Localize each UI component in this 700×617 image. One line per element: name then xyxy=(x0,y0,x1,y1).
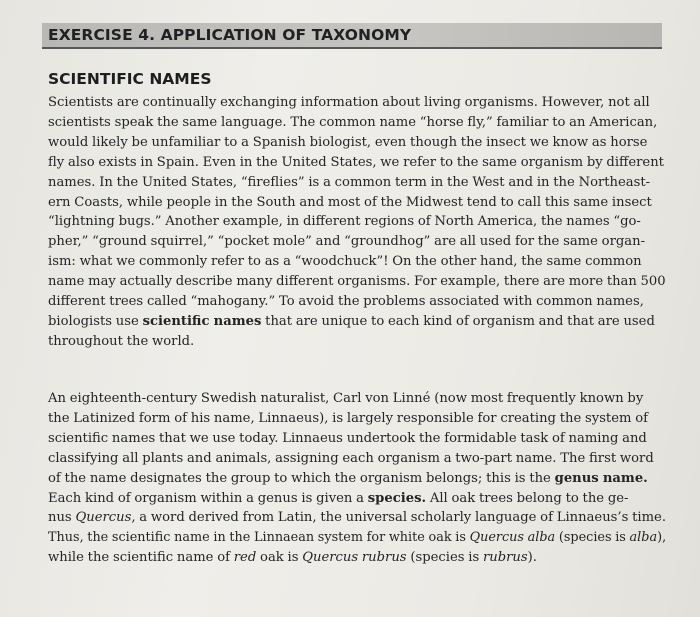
text-line: pher,” “ground squirrel,” “pocket mole” and “groundhog” are all used for the same organ- xyxy=(48,234,646,250)
text-run: All oak trees belong to the ge- xyxy=(426,490,629,506)
species-rubrus: rubrus xyxy=(482,550,528,566)
word-red: red xyxy=(233,550,257,566)
text-line xyxy=(48,469,666,489)
genus-quercus: Quercus xyxy=(75,510,132,526)
text-line: An eighteenth-century Swedish naturalist, Carl von Linné (now most frequently known by xyxy=(48,391,644,406)
text-line: throughout the world. xyxy=(48,333,195,349)
species-quercus-rubrus: Quercus rubrus xyxy=(302,550,407,566)
text-run: (species is xyxy=(555,530,630,546)
species-quercus-alba: Quercus alba xyxy=(469,530,556,546)
text-line: Scientists are continually exchanging information about living organisms. However, not all xyxy=(48,95,650,110)
text-run: while the scientific name of xyxy=(48,550,234,566)
text-line: fly also exists in Spain. Even in the United States, we refer to the same organism by different xyxy=(48,154,664,170)
text-line xyxy=(48,312,666,332)
text-line: names. In the United States, “fireflies” is a common term in the West and in the Northeast- xyxy=(48,174,651,190)
text-line: “lightning bugs.” Another example, in different regions of North America, the names “go- xyxy=(48,214,641,230)
paragraph-linnaeus xyxy=(48,389,666,568)
text-line: different trees called “mahogany.” To avoid the problems associated with common names, xyxy=(48,294,644,310)
section-title: SCIENTIFIC NAMES xyxy=(48,70,212,88)
text-line: scientists speak the same language. The common name “horse fly,” familiar to an American, xyxy=(48,114,658,130)
text-line xyxy=(48,548,666,568)
text-run: of the name designates the group to which the organism belongs; this is the xyxy=(48,470,555,486)
text-line xyxy=(48,508,666,528)
text-line: classifying all plants and animals, assigning each organism a two-part name. The first word xyxy=(48,450,654,466)
term-scientific-names: scientific names xyxy=(142,313,262,329)
text-line: ism: what we commonly refer to as a “woodchuck”! On the other hand, the same common xyxy=(48,254,642,270)
text-run: that are unique to each kind of organism and that are used xyxy=(261,313,655,329)
text-run: (species is xyxy=(406,550,483,566)
text-line: ern Coasts, while people in the South and most of the Midwest tend to call this same insect xyxy=(48,194,652,210)
paragraph-common-names xyxy=(48,93,666,352)
term-genus-name: genus name. xyxy=(554,470,648,486)
text-run: nus xyxy=(48,510,76,526)
text-line: name may actually describe many different organisms. For example, there are more than 500 xyxy=(48,274,666,290)
text-run: Each kind of organism within a genus is given a xyxy=(48,490,368,506)
text-line xyxy=(48,489,666,509)
text-run: ), xyxy=(657,530,667,546)
text-run: , a word derived from Latin, the universal scholarly language of Linnaeus’s time. xyxy=(131,510,667,526)
text-line: the Latinized form of his name, Linnaeus), is largely responsible for creating the system of xyxy=(48,410,649,426)
text-line: would likely be unfamiliar to a Spanish biologist, even though the insect we know as horse xyxy=(48,134,648,150)
text-run: ). xyxy=(527,550,537,566)
text-run: oak is xyxy=(256,550,303,566)
species-alba: alba xyxy=(629,530,658,546)
text-line: scientific names that we use today. Linnaeus undertook the formidable task of naming and xyxy=(48,430,647,446)
exercise-title: EXERCISE 4. APPLICATION OF TAXONOMY xyxy=(48,26,412,44)
text-run: Thus, the scientific name in the Linnaean system for white oak is xyxy=(48,530,470,546)
text-line xyxy=(48,528,667,548)
term-species: species. xyxy=(367,490,427,506)
text-run: biologists use xyxy=(48,313,143,329)
